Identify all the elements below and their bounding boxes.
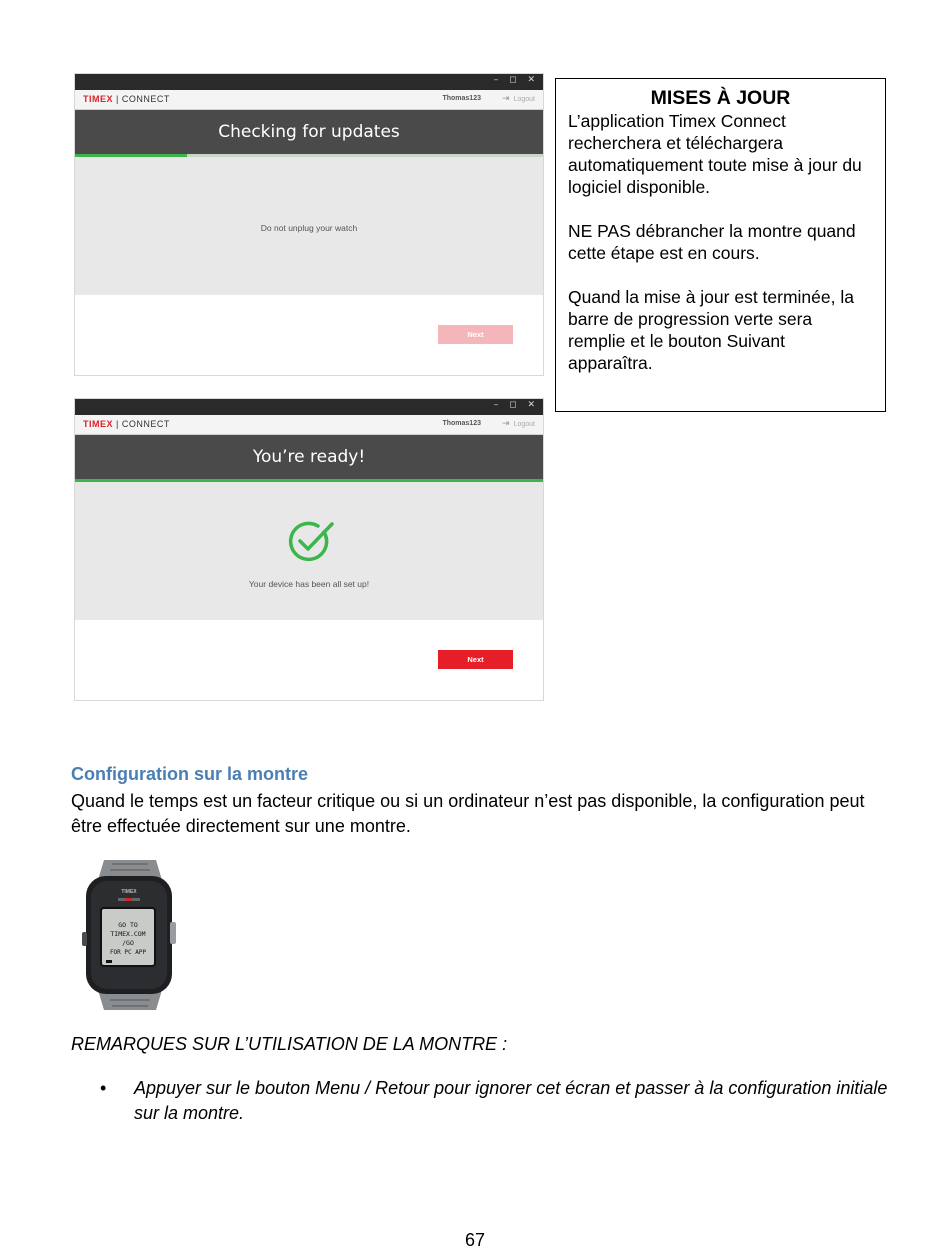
timex-connect-logo: TIMEX | CONNECT	[83, 419, 170, 429]
section-body: Quand le temps est un facteur critique ou si un ordinateur n’est pas disponible, la configuration peut être effectuée directement sur une montre.	[71, 791, 865, 836]
username-label: Thomas123	[442, 95, 481, 102]
bullet-icon: •	[100, 1078, 107, 1098]
screen-title: You’re ready!	[75, 435, 543, 479]
logout-label: Logout	[513, 421, 535, 428]
info-box-title: MISES À JOUR	[650, 87, 791, 109]
window-controls[interactable]: – ◻ ✕	[493, 400, 539, 410]
next-button[interactable]: Next	[438, 325, 513, 344]
next-button[interactable]: Next	[438, 650, 513, 669]
list-item-text: Appuyer sur le bouton Menu / Retour pour ignorer cet écran et passer à la configuration initiale sur la montre.	[134, 1078, 888, 1123]
window-controls[interactable]: – ◻ ✕	[493, 75, 539, 85]
updates-info-box	[555, 78, 886, 412]
screenshot-youre-ready	[74, 398, 544, 701]
watch-screen-line: GO TO	[118, 921, 138, 929]
watch-screen-line: /GO	[122, 939, 134, 947]
window-titlebar	[75, 74, 543, 90]
timex-connect-logo: TIMEX | CONNECT	[83, 94, 170, 104]
list-item	[71, 1076, 891, 1126]
window-titlebar	[75, 399, 543, 415]
footer-area	[75, 620, 543, 700]
content-area	[75, 157, 543, 296]
footer-area	[75, 295, 543, 375]
logout-label: Logout	[513, 96, 535, 103]
watch-brand: TIMEX	[121, 889, 137, 895]
watch-screen-line: FOR PC APP	[109, 949, 147, 956]
status-message: Your device has been all set up!	[248, 579, 370, 589]
notes-list	[71, 1076, 891, 1126]
app-header-bar	[75, 90, 543, 110]
section-heading: Configuration sur la montre	[71, 764, 309, 784]
notes-heading: REMARQUES SUR L’UTILISATION DE LA MONTRE :	[71, 1034, 508, 1054]
logout-icon: ⇥	[502, 93, 510, 103]
screenshot-checking-updates	[74, 73, 544, 376]
watch-screen-line: TIMEX.COM	[110, 930, 146, 938]
username-label: Thomas123	[442, 420, 481, 427]
content-area	[75, 482, 543, 621]
status-message: Do not unplug your watch	[260, 223, 358, 233]
logout-icon: ⇥	[502, 418, 510, 428]
info-paragraph: NE PAS débrancher la montre quand cette étape est en cours.	[568, 221, 856, 263]
logout-button[interactable]	[502, 93, 535, 104]
watch-image	[82, 858, 178, 1012]
info-paragraph: Quand la mise à jour est terminée, la barre de progression verte sera remplie et le bouton Suivant apparaîtra.	[568, 287, 854, 373]
page-number: 67	[464, 1230, 486, 1250]
screen-title: Checking for updates	[75, 110, 543, 154]
app-header-bar	[75, 415, 543, 435]
check-circle-icon	[288, 520, 334, 562]
info-paragraph: L’application Timex Connect recherchera et téléchargera automatiquement toute mise à jour du logiciel disponible.	[568, 111, 862, 197]
logout-button[interactable]	[502, 418, 535, 429]
